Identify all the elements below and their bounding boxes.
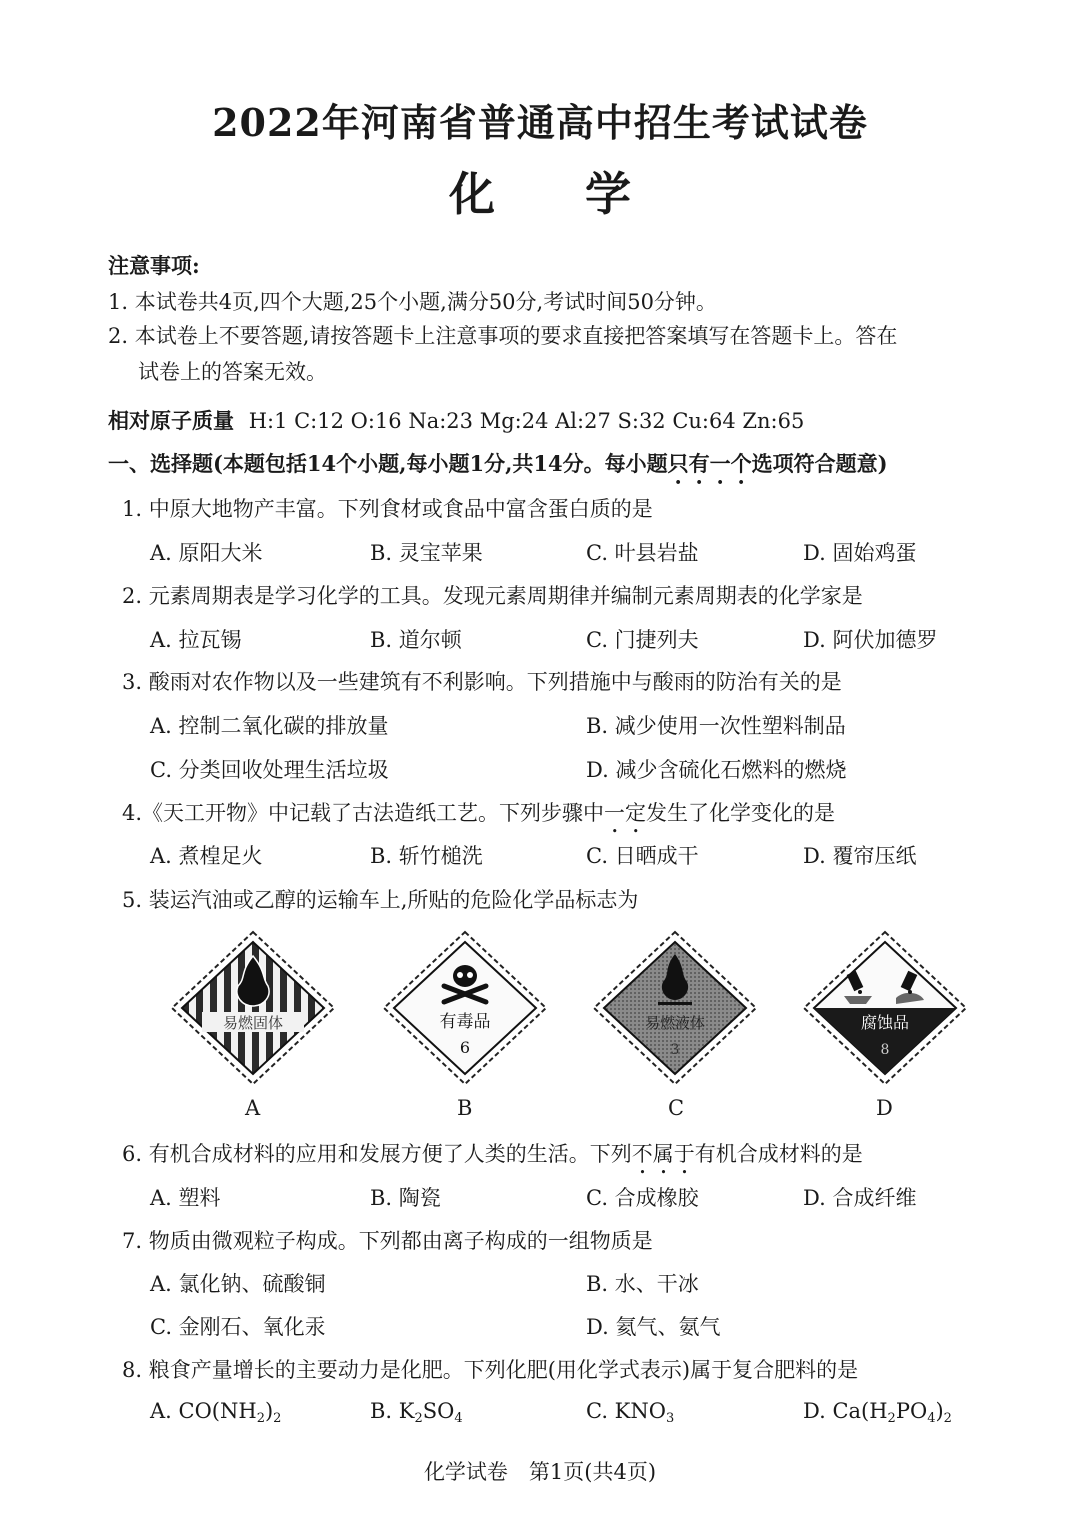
sign-c-text: 易燃液体 (644, 1014, 706, 1032)
atomic-mass-values: H:1 C:12 O:16 Na:23 Mg:24 Al:27 S:32 Cu:64 Zn:65 (248, 409, 805, 433)
atomic-mass-label: 相对原子质量 (108, 408, 234, 433)
sign-d-letter: D (876, 1096, 893, 1120)
q2-option-a: A. 拉瓦锡 (150, 628, 242, 652)
q2-option-c: C. 门捷列夫 (586, 628, 699, 652)
atomic-mass-line (108, 405, 804, 435)
question-8-stem: 8. 粮食产量增长的主要动力是化肥。下列化肥(用化学式表示)属于复合肥料的是 (122, 1358, 859, 1382)
q3-option-c: C. 分类回收处理生活垃圾 (150, 758, 389, 782)
question-4-stem (122, 797, 835, 838)
q6-option-b: B. 陶瓷 (370, 1186, 441, 1210)
q8d-part: PO (895, 1399, 928, 1423)
question-6-stem (122, 1138, 863, 1179)
q1-option-a: A. 原阳大米 (150, 541, 263, 565)
q8c-sub: 3 (665, 1411, 675, 1426)
exam-subject: 化学 (449, 167, 721, 221)
q4-option-d: D. 覆帘压纸 (803, 844, 917, 868)
q8a-sub: 2 (256, 1411, 265, 1426)
hazard-sign-d (800, 928, 970, 1088)
sign-d-text: 腐蚀品 (860, 1013, 910, 1032)
question-7-stem: 7. 物质由微观粒子构成。下列都由离子构成的一组物质是 (122, 1229, 653, 1253)
q8-option-d (803, 1399, 952, 1426)
q4-option-c: C. 日晒成干 (586, 844, 699, 868)
note-1: 1. 本试卷共4页,四个大题,25个小题,满分50分,考试时间50分钟。 (108, 290, 717, 314)
note-2-cont: 试卷上的答案无效。 (138, 360, 327, 384)
q8d-sub: 2 (887, 1411, 896, 1426)
q1-option-c: C. 叶县岩盐 (586, 541, 699, 565)
sign-b-text: 有毒品 (439, 1012, 491, 1032)
q6-option-c: C. 合成橡胶 (586, 1186, 699, 1210)
q6-stem-part: 6. 有机合成材料的应用和发展方便了人类的生活。下列 (122, 1142, 632, 1166)
q8-option-a (150, 1399, 281, 1426)
q8b-sub: 2 (414, 1411, 423, 1426)
sign-c-number: 3 (670, 1042, 680, 1058)
q8d-part: D. Ca(H (803, 1399, 888, 1423)
q8d-sub: 4 (927, 1411, 936, 1426)
q8b-part: B. K (370, 1399, 415, 1423)
question-2-stem: 2. 元素周期表是学习化学的工具。发现元素周期律并编制元素周期表的化学家是 (122, 584, 863, 608)
q8b-sub: 4 (454, 1411, 463, 1426)
q8d-sub: 2 (943, 1411, 952, 1426)
q2-option-b: B. 道尔顿 (370, 628, 462, 652)
q6-option-d: D. 合成纤维 (803, 1186, 917, 1210)
q3-option-d: D. 减少含硫化石燃料的燃烧 (586, 758, 847, 782)
q1-option-b: B. 灵宝苹果 (370, 541, 483, 565)
q4-stem-part: 发生了化学变化的是 (646, 801, 836, 825)
notes-heading: 注意事项: (108, 253, 200, 278)
section-heading-part: 选项符合题意) (751, 451, 888, 476)
q2-option-d: D. 阿伏加德罗 (803, 628, 938, 652)
q8c-part: C. KNO (586, 1399, 666, 1423)
q8a-sub: 2 (273, 1411, 282, 1426)
sign-a-letter: A (245, 1096, 261, 1120)
q4-stem-emphasis: 一定 (604, 801, 647, 825)
q3-option-b: B. 减少使用一次性塑料制品 (586, 714, 846, 738)
q8b-part: SO (422, 1399, 455, 1423)
q7-option-a: A. 氯化钠、硫酸铜 (150, 1272, 326, 1296)
question-1-stem: 1. 中原大地物产丰富。下列食材或食品中富含蛋白质的是 (122, 497, 653, 521)
hazard-sign-a (168, 928, 338, 1088)
q7-option-b: B. 水、干冰 (586, 1272, 699, 1296)
hazard-sign-b (380, 928, 550, 1088)
q6-stem-emphasis: 不属于 (631, 1142, 695, 1166)
page-footer: 化学试卷 第1页(共4页) (423, 1460, 657, 1484)
q4-stem-part: 4.《天工开物》中记载了古法造纸工艺。下列步骤中 (122, 801, 605, 825)
q1-option-d: D. 固始鸡蛋 (803, 541, 917, 565)
sign-b-letter: B (457, 1096, 473, 1120)
note-2: 2. 本试卷上不要答题,请按答题卡上注意事项的要求直接把答案填写在答题卡上。答在 (108, 324, 898, 348)
hazard-sign-c (590, 928, 760, 1088)
q7-option-d: D. 氦气、氨气 (586, 1315, 721, 1339)
q3-option-a: A. 控制二氧化碳的排放量 (150, 714, 389, 738)
sign-b-number: 6 (459, 1038, 471, 1057)
q8a-part: A. CO(NH (150, 1399, 257, 1423)
section-heading (108, 448, 888, 489)
sign-a-text: 易燃固体 (222, 1014, 284, 1032)
q8-option-c (586, 1399, 674, 1426)
q4-option-b: B. 斩竹槌洗 (370, 844, 483, 868)
sign-c-letter: C (668, 1096, 685, 1120)
question-3-stem: 3. 酸雨对农作物以及一些建筑有不利影响。下列措施中与酸雨的防治有关的是 (122, 670, 842, 694)
q8a-part: ) (264, 1399, 274, 1423)
q8d-part: ) (935, 1399, 944, 1423)
exam-title: 2022年河南省普通高中招生考试试卷 (212, 100, 868, 145)
q6-option-a: A. 塑料 (150, 1186, 221, 1210)
sign-d-number: 8 (880, 1042, 890, 1058)
question-5-stem: 5. 装运汽油或乙醇的运输车上,所贴的危险化学品标志为 (122, 888, 639, 912)
section-heading-emphasis: 只有一个 (667, 451, 752, 476)
q4-option-a: A. 煮楻足火 (150, 844, 263, 868)
q7-option-c: C. 金刚石、氧化汞 (150, 1315, 326, 1339)
q8-option-b (370, 1399, 463, 1426)
q6-stem-part: 有机合成材料的是 (694, 1142, 863, 1166)
section-heading-part: 一、选择题(本题包括14个小题,每小题1分,共14分。每小题 (108, 451, 668, 476)
